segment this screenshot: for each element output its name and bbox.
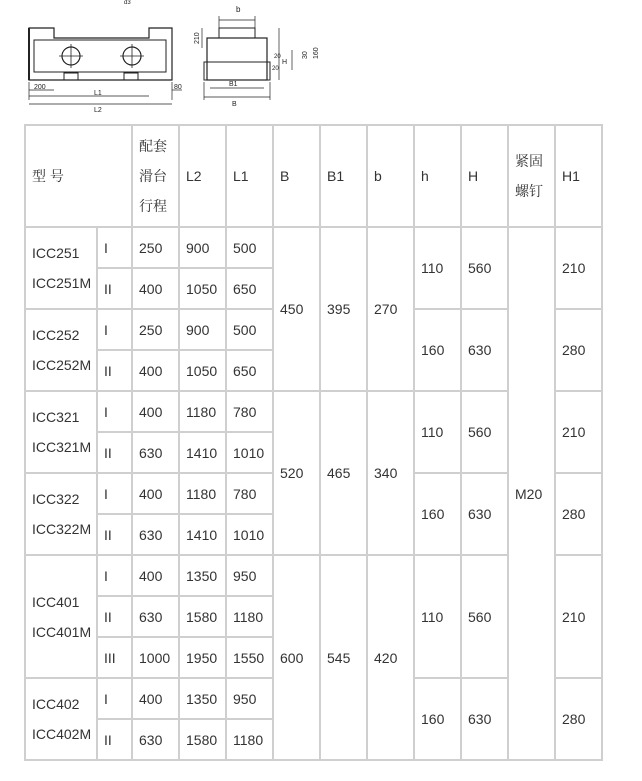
H-cell: 630: [461, 473, 508, 555]
L2-cell: 1580: [179, 596, 226, 637]
dim-L1: L1: [94, 90, 102, 97]
dim-160: 160: [313, 47, 320, 59]
header-screw: 紧固 螺钉: [508, 125, 555, 227]
L1-cell: 1010: [226, 432, 273, 473]
H1-cell: 210: [555, 555, 602, 678]
model-cell: ICC252 ICC252M: [25, 309, 97, 391]
screw-cell: M20: [508, 227, 555, 760]
h-cell: 160: [414, 678, 461, 760]
level-cell: I: [97, 678, 132, 719]
level-cell: I: [97, 309, 132, 350]
level-cell: II: [97, 719, 132, 760]
header-H1: H1: [555, 125, 602, 227]
header-L2: L2: [179, 125, 226, 227]
L1-cell: 1180: [226, 719, 273, 760]
L1-cell: 780: [226, 391, 273, 432]
L1-cell: 950: [226, 678, 273, 719]
L1-cell: 1550: [226, 637, 273, 678]
stroke-cell: 400: [132, 678, 179, 719]
level-cell: III: [97, 637, 132, 678]
dim-B: B: [232, 101, 237, 108]
h-cell: 110: [414, 391, 461, 473]
h-cell: 160: [414, 473, 461, 555]
stroke-cell: 1000: [132, 637, 179, 678]
L2-cell: 1050: [179, 350, 226, 391]
stroke-cell: 250: [132, 227, 179, 268]
L2-cell: 1580: [179, 719, 226, 760]
dim-200: 200: [34, 84, 46, 91]
table-row: [25, 227, 602, 268]
header-B1: B1: [320, 125, 367, 227]
L2-cell: 900: [179, 227, 226, 268]
dim-20: 20: [274, 54, 281, 60]
header-row: [25, 125, 602, 227]
L2-cell: 900: [179, 309, 226, 350]
stroke-cell: 250: [132, 309, 179, 350]
b-cell: 340: [367, 391, 414, 555]
level-cell: II: [97, 432, 132, 473]
L2-cell: 1050: [179, 268, 226, 309]
stroke-cell: 400: [132, 268, 179, 309]
dim-b: b: [236, 5, 241, 14]
dim-L2: L2: [94, 107, 102, 114]
stroke-cell: 630: [132, 719, 179, 760]
dim-H: H: [282, 59, 288, 66]
H1-cell: 280: [555, 678, 602, 760]
stroke-cell: 400: [132, 350, 179, 391]
header-B: B: [273, 125, 320, 227]
model-cell: ICC401 ICC401M: [25, 555, 97, 678]
H1-cell: 280: [555, 473, 602, 555]
model-cell: ICC251 ICC251M: [25, 227, 97, 309]
B1-cell: 395: [320, 227, 367, 391]
L1-cell: 500: [226, 227, 273, 268]
L2-cell: 1410: [179, 514, 226, 555]
model-cell: ICC402 ICC402M: [25, 678, 97, 760]
H-cell: 630: [461, 678, 508, 760]
spec-table: [24, 124, 603, 761]
header-b: b: [367, 125, 414, 227]
H1-cell: 210: [555, 227, 602, 309]
H-cell: 630: [461, 309, 508, 391]
L1-cell: 950: [226, 555, 273, 596]
h-cell: 160: [414, 309, 461, 391]
h-cell: 110: [414, 555, 461, 678]
L1-cell: 650: [226, 350, 273, 391]
level-cell: I: [97, 555, 132, 596]
header-stroke: 配套 滑台 行程: [132, 125, 179, 227]
dim-B1: B1: [229, 81, 238, 88]
level-cell: II: [97, 514, 132, 555]
L1-cell: 780: [226, 473, 273, 514]
b-cell: 420: [367, 555, 414, 760]
header-H: H: [461, 125, 508, 227]
level-cell: II: [97, 350, 132, 391]
L1-cell: 500: [226, 309, 273, 350]
H1-cell: 210: [555, 391, 602, 473]
dim-210: 210: [194, 32, 201, 44]
level-cell: II: [97, 596, 132, 637]
dim-30: 30: [302, 51, 309, 59]
stroke-cell: 400: [132, 473, 179, 514]
B1-cell: 545: [320, 555, 367, 760]
stroke-cell: 630: [132, 514, 179, 555]
level-cell: I: [97, 227, 132, 268]
header-L1: L1: [226, 125, 273, 227]
stroke-cell: 400: [132, 555, 179, 596]
dim-d3: d3: [124, 0, 131, 6]
L2-cell: 1180: [179, 473, 226, 514]
H-cell: 560: [461, 555, 508, 678]
H-cell: 560: [461, 227, 508, 309]
B-cell: 600: [273, 555, 320, 760]
b-cell: 270: [367, 227, 414, 391]
L2-cell: 1350: [179, 555, 226, 596]
B1-cell: 465: [320, 391, 367, 555]
B-cell: 450: [273, 227, 320, 391]
technical-drawing: [24, 0, 344, 118]
L1-cell: 1010: [226, 514, 273, 555]
L2-cell: 1950: [179, 637, 226, 678]
model-cell: ICC321 ICC321M: [25, 391, 97, 473]
stroke-cell: 630: [132, 596, 179, 637]
L2-cell: 1410: [179, 432, 226, 473]
B-cell: 520: [273, 391, 320, 555]
header-model: 型 号: [25, 125, 132, 227]
header-h: h: [414, 125, 461, 227]
h-cell: 110: [414, 227, 461, 309]
L2-cell: 1180: [179, 391, 226, 432]
H1-cell: 280: [555, 309, 602, 391]
stroke-cell: 400: [132, 391, 179, 432]
dim-20b: 20: [272, 66, 279, 72]
level-cell: I: [97, 473, 132, 514]
dim-80: 80: [174, 84, 182, 91]
L1-cell: 1180: [226, 596, 273, 637]
level-cell: II: [97, 268, 132, 309]
L2-cell: 1350: [179, 678, 226, 719]
H-cell: 560: [461, 391, 508, 473]
stroke-cell: 630: [132, 432, 179, 473]
L1-cell: 650: [226, 268, 273, 309]
model-cell: ICC322 ICC322M: [25, 473, 97, 555]
level-cell: I: [97, 391, 132, 432]
